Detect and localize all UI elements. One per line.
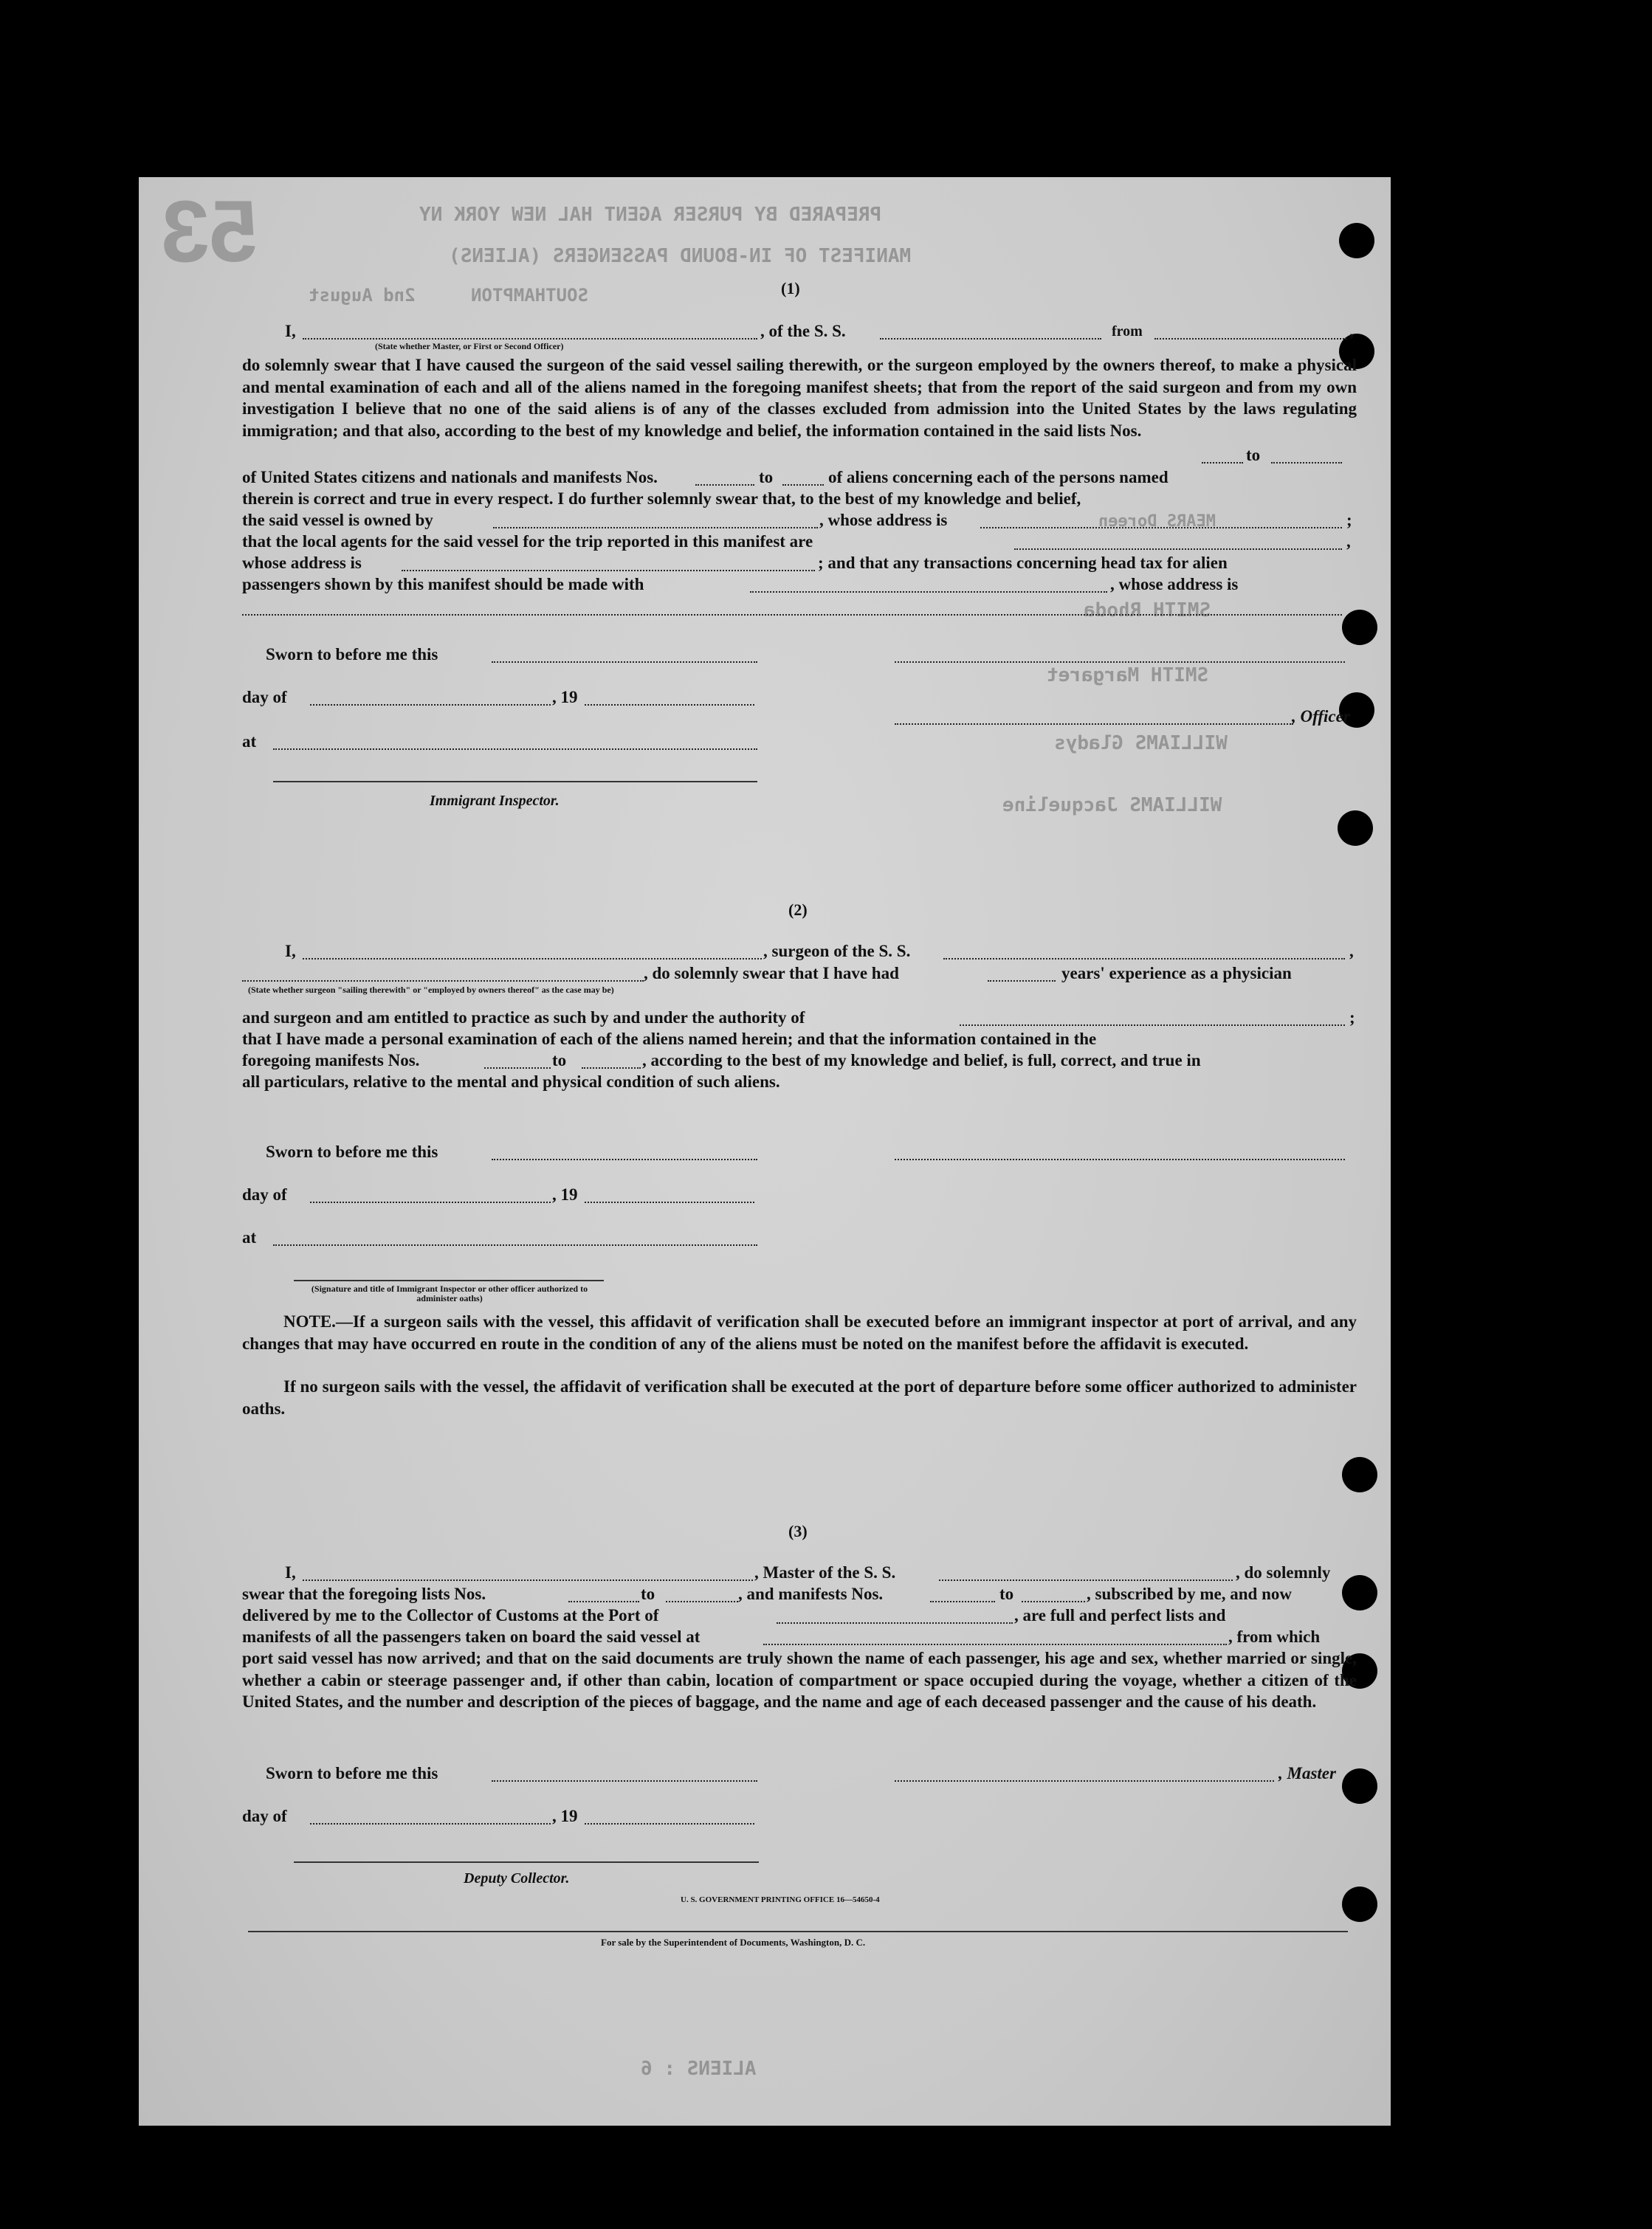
state-whether-note: (State whether Master, or First or Second Officer)	[375, 341, 564, 351]
master-oath-paragraph: port said vessel has now arrived; and that on the said documents are truly shown the name of each passenger, his age and sex, whether married or single, whether a cabin or steerage passenger and, if other than cabin, location of compartment or space occupied during the voyage, whether a citizen of the United States, and the number and description of the pieces of baggage, and the name and age of each deceased passenger and the cause of his death.	[242, 1649, 1357, 1711]
binder-hole	[1342, 610, 1377, 645]
from-label: from	[1112, 323, 1143, 340]
bleed-through-name: WILLIAMS Jacqueline	[1002, 794, 1222, 816]
master-year-blank[interactable]	[585, 1823, 754, 1825]
us-citizens-line: of United States citizens and nationals and manifests Nos.	[242, 468, 658, 486]
manifest-page: 53 PREPARED BY PURSER AGENT HAL NEW YORK NY MANIFEST OF IN-BOUND PASSENGERS (ALIENS) SOUTHAMPTON 2nd August SMITH Rhoda SMITH Margaret WILLIAMS Gladys WILLIAMS Jacqueline MEARS Doreen ALIENS : 6 (1) I, , of the S. S. from , (State whether Master, or First or Second Officer) do solemnly swear that I have caused the surgeon of the said vessel sailing therewith, or the surgeon employed by the owners thereof, to make a physical and mental examination of each and all of the aliens named in the foregoing manifest sheets; that from the report of the said surgeon and from my own investigation I believe that no one of the said aliens is of any of the classes excluded from admission into the United States by the laws regulating immigration; and that also, according to the best of my knowledge and belief, the information contained in the said lists Nos. to of United States citizens and nationals and manifests Nos. to of aliens concerning each of the persons named therein is correct and true in every respect. I do further solemnly swear that, to the best of my knowledge and belief, the said vessel is owned by , whose address is ; that the local agents for the said vessel for the trip reported in this manifest are , whose address is ; and that any transactions concerning head tax for alien passengers shown by this manifest should be made with , whose address is Sworn to before me this day of , 19 , Officer at Immigrant Inspector. (2) I, , surgeon of the S. S. , , do solemnly swear that I have had years' experience as a physician (State whether surgeon "sailing therewith" or "employed by owners thereof" as the case may be) and surgeon and am entitled to practice as such by and under the authority of ; that I have made a personal examination of each of the aliens named herein; and that the information contained in the foregoing manifests Nos. to , according to the best of my knowledge and belief, is full, correct, and true in all particulars, relative to the mental and physical condition of such aliens. Sworn to before me this day of , 19 at (Signature and title of Immigrant Inspector or other officer authorized to administer oaths) NOTE.—If a surgeon sails with the vessel, this affidavit of verification shall be executed before an immigrant inspector at port of arrival, and any changes that may have occurred en route in the condition of any of the aliens must be noted on the manifest before the affidavit is executed. If no surgeon sails with the vessel, the affidavit of verification shall be executed at the port of departure before some officer authorized to administer oaths. (3) I, , Master of the S. S. , do solemnly swear that the foregoing lists Nos. to , and manifests Nos. to , subscribed by me, and now delivered by me to the Collector of Customs at the Port of , are full and perfect lists and manifests of all the passengers taken on board the said vessel at , from which port said vessel has now arrived; and that on the said documents are truly shown the name of each passenger, his age and sex, whether married or single, whether a cabin or steerage passenger and, if other than cabin, location of compartment or space occupied during the voyage, whether a citizen of the United States, and the number and description of the pieces of baggage, and the name and age of each deceased passenger and the cause of his death. Sworn to before me this , Master day of , 19 Deputy Collector. U. S. GOVERNMENT PRINTING OFFICE 16—54650-4 For sale by the Superintendent of Documents, Washington, D. C.	[139, 177, 1391, 2126]
from-port-blank[interactable]	[1154, 338, 1346, 340]
master-manifests-from-blank[interactable]	[930, 1601, 995, 1602]
surgeon-sworn-date-blank[interactable]	[492, 1159, 757, 1160]
bleed-through-number: 53	[161, 183, 258, 280]
manifests-nos-to-blank[interactable]	[782, 484, 824, 486]
surgeon-day-blank[interactable]	[310, 1202, 551, 1203]
footer-rule	[248, 1931, 1348, 1932]
vessel-owner-blank[interactable]	[493, 527, 818, 528]
binder-hole	[1339, 223, 1374, 258]
section-number: (1)	[781, 279, 800, 297]
printing-office-note: U. S. GOVERNMENT PRINTING OFFICE 16—54650-4	[681, 1895, 880, 1904]
note-paragraph: NOTE.—If a surgeon sails with the vessel, this affidavit of verification shall be executed before an immigrant inspector at port of arrival, and any changes that may have occurred en route in the condition of any of the aliens must be noted on the manifest before the affidavit is executed.	[242, 1312, 1357, 1353]
master-vessel-blank[interactable]	[939, 1579, 1233, 1581]
master-lists-to-blank[interactable]	[666, 1601, 738, 1602]
inspector-signature-line[interactable]	[273, 781, 757, 782]
year-blank[interactable]	[585, 704, 754, 706]
master-signature-blank[interactable]	[895, 1780, 1274, 1782]
surgeon-manifests-to-blank[interactable]	[582, 1067, 641, 1069]
surgeon-signature-blank[interactable]	[895, 1159, 1345, 1160]
years-experience-blank[interactable]	[988, 980, 1056, 982]
signature-title-note: (Signature and title of Immigrant Inspector or other officer authorized to administer oaths)	[311, 1284, 588, 1303]
embarkation-port-blank[interactable]	[763, 1644, 1227, 1645]
head-tax-contact-blank[interactable]	[750, 591, 1107, 593]
master-lists-from-blank[interactable]	[568, 1601, 639, 1602]
master-day-blank[interactable]	[310, 1823, 551, 1825]
practice-authority-blank[interactable]	[960, 1024, 1345, 1026]
contact-address-blank[interactable]	[242, 614, 1342, 616]
surgeon-manifests-from-blank[interactable]	[484, 1067, 551, 1069]
immigrant-inspector-label: Immigrant Inspector.	[430, 793, 560, 809]
master-sworn-date-blank[interactable]	[492, 1780, 757, 1782]
section1-i-label: I,	[285, 322, 296, 340]
surgeon-status-blank[interactable]	[242, 980, 644, 982]
customs-port-blank[interactable]	[777, 1622, 1013, 1624]
day-of-month-blank[interactable]	[310, 704, 551, 706]
authorized-officer-signature-line[interactable]	[294, 1280, 604, 1281]
owner-address-blank[interactable]	[980, 527, 1342, 528]
officer-title-line	[895, 723, 1293, 725]
bleed-through-name: MEARS Doreen	[1098, 512, 1216, 531]
master-label: , Master	[1278, 1764, 1336, 1782]
binder-hole	[1338, 810, 1373, 846]
section-number: (3)	[788, 1522, 808, 1540]
for-sale-note: For sale by the Superintendent of Documents, Washington, D. C.	[601, 1937, 866, 1948]
surgeon-place-blank[interactable]	[273, 1244, 757, 1246]
master-name-blank[interactable]	[303, 1579, 753, 1581]
bleed-through-header: PREPARED BY PURSER AGENT HAL NEW YORK NY	[419, 204, 882, 226]
surgeon-name-blank[interactable]	[303, 958, 762, 960]
deputy-collector-label: Deputy Collector.	[464, 1870, 570, 1887]
lists-nos-from-blank[interactable]	[1202, 462, 1243, 464]
of-ss-label: , of the S. S.	[760, 322, 846, 340]
bleed-through-subheader: MANIFEST OF IN-BOUND PASSENGERS (ALIENS)	[449, 245, 912, 267]
officer-label: , Officer	[1292, 707, 1350, 726]
surgeon-year-blank[interactable]	[585, 1202, 754, 1203]
binder-hole	[1342, 1575, 1377, 1610]
deputy-collector-signature-line[interactable]	[294, 1861, 759, 1863]
bleed-through-stamp: ALIENS : 6	[641, 2058, 757, 2080]
binder-hole	[1342, 1887, 1377, 1922]
surgeon-vessel-blank[interactable]	[943, 958, 1345, 960]
sworn-date-blank[interactable]	[492, 661, 757, 663]
bleed-through-name: WILLIAMS Gladys	[1054, 732, 1228, 754]
agents-address-blank[interactable]	[402, 570, 815, 571]
lists-nos-to-blank[interactable]	[1271, 462, 1342, 464]
surgeon-status-note: (State whether surgeon "sailing therewith" or "employed by owners thereof" as the case may be)	[248, 985, 614, 995]
bleed-through-name: SMITH Rhoda	[1084, 599, 1211, 621]
officer-signature-blank[interactable]	[895, 661, 1345, 663]
place-blank[interactable]	[273, 748, 757, 750]
local-agents-blank[interactable]	[1014, 548, 1342, 550]
vessel-name-blank[interactable]	[880, 338, 1101, 340]
manifests-nos-from-blank[interactable]	[695, 484, 754, 486]
note-paragraph-2: If no surgeon sails with the vessel, the affidavit of verification shall be executed at the port of departure before some officer authorized to administer oaths.	[242, 1377, 1357, 1418]
officer-name-blank[interactable]	[303, 338, 757, 340]
binder-hole	[1342, 1457, 1377, 1492]
section-number: (2)	[788, 900, 808, 919]
oath-paragraph-1: do solemnly swear that I have caused the surgeon of the said vessel sailing therewith, or the surgeon employed by the owners thereof, to make a physical and mental examination of each and all of the aliens named in the foregoing manifest sheets; that from the report of the said surgeon and from my own investigation I believe that no one of the said aliens is of any of the classes excluded from admission into the United States by the laws regulating immigration; and that also, according to the best of my knowledge and belief, the information contained in the said lists Nos.	[242, 356, 1357, 440]
bleed-through-port: SOUTHAMPTON	[471, 285, 588, 306]
master-manifests-to-blank[interactable]	[1022, 1601, 1085, 1602]
binder-hole	[1342, 1768, 1377, 1804]
bleed-through-date: 2nd August	[309, 285, 416, 306]
bleed-through-name: SMITH Margaret	[1047, 664, 1209, 686]
